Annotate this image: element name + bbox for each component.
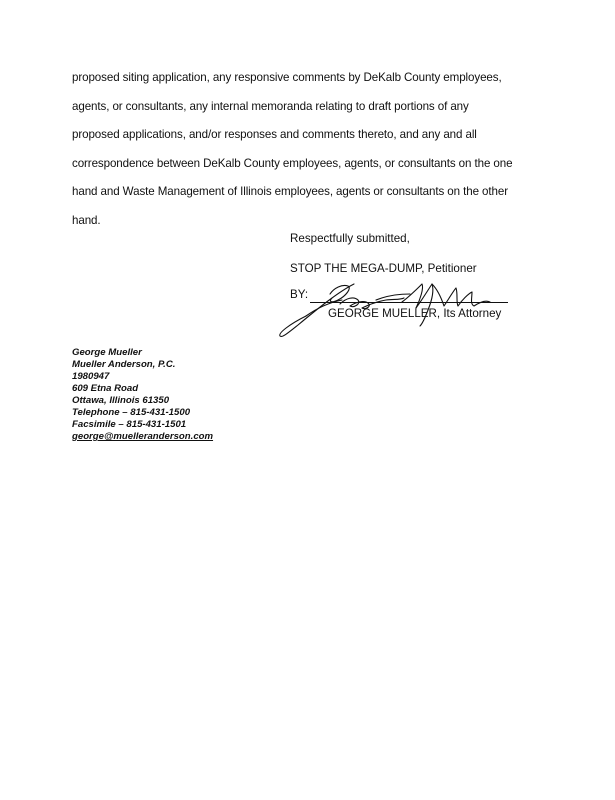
city-state-zip: Ottawa, Illinois 61350 — [72, 395, 170, 406]
attorney-name: George Mueller — [72, 347, 142, 358]
party-name: STOP THE MEGA-DUMP, Petitioner — [290, 262, 477, 275]
email-link[interactable]: george@muelleranderson.com — [72, 431, 214, 442]
body-line: hand. — [72, 213, 101, 227]
closing-text: Respectfully submitted, — [290, 232, 410, 245]
facsimile: Facsimile – 815-431-1501 — [72, 419, 187, 430]
telephone: Telephone – 815-431-1500 — [72, 407, 191, 418]
firm-name: Mueller Anderson, P.C. — [72, 359, 176, 370]
handwritten-signature — [276, 270, 516, 342]
attorney-id: 1980947 — [72, 371, 110, 382]
body-line: agents, or consultants, any internal memoranda relating to draft portions of any — [72, 99, 469, 113]
attorney-contact-block — [72, 347, 213, 443]
body-line: proposed siting application, any responsive comments by DeKalb County employees, — [72, 71, 502, 84]
by-label: BY: — [290, 288, 309, 301]
body-line: correspondence between DeKalb County employees, agents, or consultants on the one — [72, 156, 513, 170]
signer-name: GEORGE MUELLER, Its Attorney — [328, 307, 502, 320]
body-paragraph — [72, 64, 552, 236]
body-line: hand and Waste Management of Illinois employees, agents or consultants on the other — [72, 185, 508, 199]
street-address: 609 Etna Road — [72, 383, 139, 394]
body-line: proposed applications, and/or responses and comments thereto, and any and all — [72, 128, 477, 142]
